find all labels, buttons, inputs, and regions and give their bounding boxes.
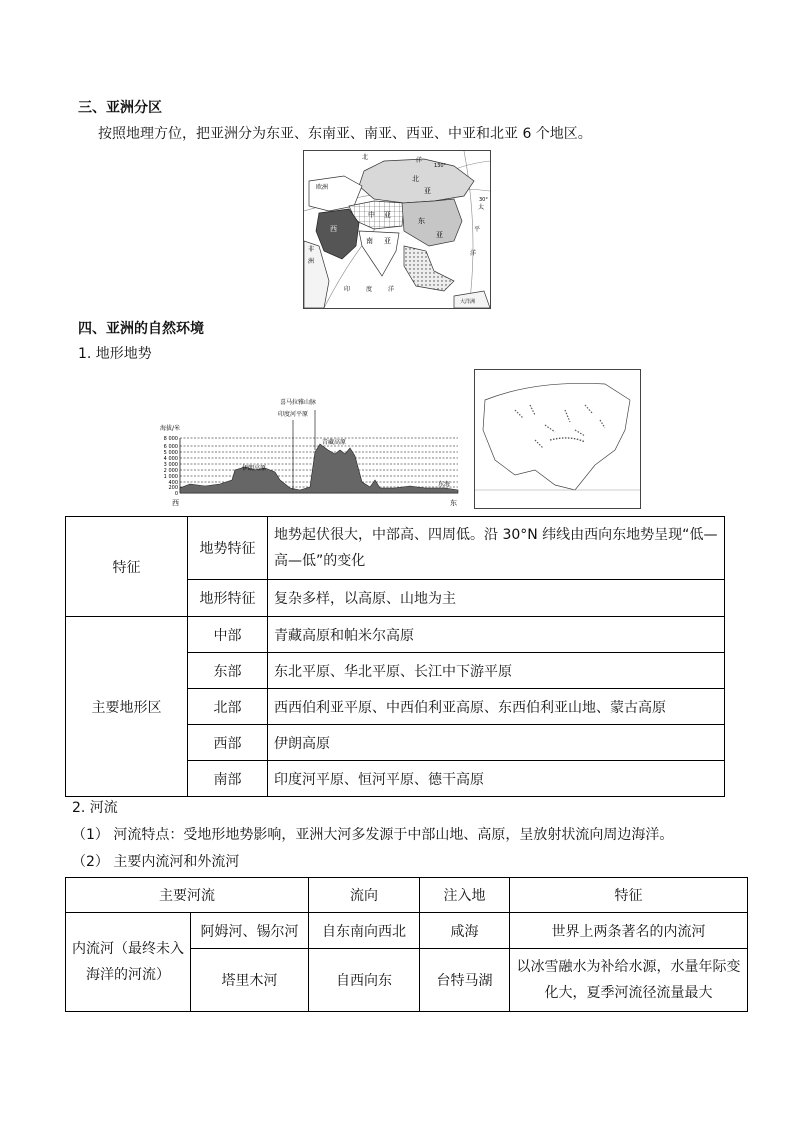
map-label-oceania: 大洋洲	[460, 299, 476, 305]
profile-ytick-label: 0	[174, 491, 178, 497]
river-flow: 自西向东	[309, 949, 420, 1012]
map-label-central1: 中	[368, 211, 375, 219]
profile-ylabel: 海拔/米	[160, 425, 181, 432]
profile-ytick-label: 5 000	[163, 450, 178, 456]
river-group: 内流河（最终未入海洋的河流）	[66, 913, 191, 1012]
section4-sub2: 2. 河流	[72, 800, 118, 816]
region-row-text: 青藏高原和帕米尔高原	[268, 617, 725, 653]
section4-heading: 四、亚洲的自然环境	[78, 321, 204, 337]
profile-label-tibet: 青藏高原	[322, 439, 347, 446]
map-label-south1: 南	[366, 237, 373, 245]
section3-heading: 三、亚洲分区	[78, 100, 162, 116]
terrain-feature-group: 特征	[66, 517, 188, 617]
region-row-text: 印度河平原、恒河平原、德干高原	[268, 761, 725, 797]
region-row-label: 西部	[188, 725, 268, 761]
profile-ytick-label: 3 000	[163, 462, 178, 468]
asia-terrain-map	[474, 369, 641, 509]
region-row-text: 伊朗高原	[268, 725, 725, 761]
map-label-lon130: 130°	[434, 163, 447, 169]
profile-terrain-shape	[180, 444, 458, 493]
region-row-label: 中部	[188, 617, 268, 653]
river-table	[65, 877, 748, 1012]
map-label-central2: 亚	[384, 211, 391, 219]
profile-west: 西	[172, 499, 179, 507]
region-row-text: 东北平原、华北平原、长江中下游平原	[268, 653, 725, 689]
profile-label-iran: 伊朗高原	[242, 465, 267, 472]
terrain-row-label: 地形特征	[188, 580, 268, 617]
map-label-ocean: 洋	[416, 157, 423, 164]
profile-ytick-label: 200	[168, 485, 178, 491]
map-label-east2: 亚	[436, 231, 443, 239]
profile-east: 东	[450, 499, 457, 507]
map-label-north: 北	[362, 154, 369, 161]
map-label-lat30: 30°	[479, 197, 488, 203]
section4-sub1: 1. 地形地势	[78, 346, 152, 362]
profile-ytick-label: 1 000	[163, 474, 178, 480]
river-feature: 以冰雪融水为补给水源，水量年际变化大，夏季河流径流量最大	[510, 949, 748, 1012]
map-label-pacific1: 太	[478, 204, 485, 211]
map-label-pacific2: 平	[474, 226, 481, 233]
profile-ytick-label: 400	[168, 480, 178, 486]
river-paragraph-2: （2） 主要内流河和外流河	[72, 854, 240, 870]
profile-label-indus: 印度河平原	[278, 411, 309, 418]
river-into: 台特马湖	[420, 949, 510, 1012]
map-label-africa2: 洲	[308, 258, 315, 265]
profile-ytick-label: 8 000	[163, 436, 178, 442]
river-flow: 自东南向西北	[309, 913, 420, 949]
profile-ytick-label: 4 000	[163, 456, 178, 462]
region-row-label: 北部	[188, 689, 268, 725]
river-paragraph-1: （1） 河流特点：受地形地势影响，亚洲大河多发源于中部山地、高原，呈放射状流向周边海洋。	[72, 827, 674, 843]
region-row-text: 西西伯利亚平原、中西伯利亚高原、东西伯利亚山地、蒙古高原	[268, 689, 725, 725]
asia-regions-map	[303, 150, 491, 309]
map-label-northasia1: 北	[412, 175, 419, 183]
terrain-row-text: 复杂多样，以高原、山地为主	[268, 580, 725, 617]
river-name: 阿姆河、锡尔河	[191, 913, 309, 949]
map-label-west: 西	[330, 225, 337, 233]
map-label-south2: 亚	[384, 237, 391, 245]
river-into: 咸海	[420, 913, 510, 949]
map-label-indian3: 洋	[388, 286, 395, 293]
map-label-pacific3: 洋	[470, 250, 477, 257]
terrain-row-label: 地势特征	[188, 517, 268, 580]
river-feature: 世界上两条著名的内流河	[510, 913, 748, 949]
map-label-east1: 东	[418, 217, 425, 225]
section3-text: 按照地理方位，把亚洲分为东亚、东南亚、南亚、西亚、中亚和北亚 6 个地区。	[98, 126, 592, 142]
region-row-label: 东部	[188, 653, 268, 689]
region-row-label: 南部	[188, 761, 268, 797]
river-header: 主要河流	[66, 878, 309, 913]
map-label-indian1: 印	[344, 286, 351, 293]
river-header: 流向	[309, 878, 420, 913]
terrain-profile	[150, 392, 462, 510]
profile-ytick-label: 6 000	[163, 444, 178, 450]
map-label-africa1: 非	[308, 246, 315, 253]
river-header: 特征	[510, 878, 748, 913]
asia-terrain-map-svg	[475, 370, 640, 508]
river-header: 注入地	[420, 878, 510, 913]
river-name: 塔里木河	[191, 949, 309, 1012]
profile-label-sea: 东海	[438, 481, 451, 488]
map-label-europe: 欧洲	[316, 184, 329, 191]
terrain-table	[65, 516, 725, 797]
terrain-row-text: 地势起伏很大，中部高、四周低。沿 30°N 纬线由西向东地势呈现“低—高—低”的变化	[268, 517, 725, 580]
profile-label-himalaya: 喜马拉雅山脉	[280, 399, 317, 406]
terrain-region-group: 主要地形区	[66, 617, 188, 797]
map-label-indian2: 度	[366, 286, 373, 293]
profile-ytick-label: 2 000	[163, 468, 178, 474]
terrain-profile-svg	[150, 392, 462, 510]
map-label-northasia2: 亚	[424, 187, 431, 195]
asia-regions-map-svg	[304, 151, 490, 308]
